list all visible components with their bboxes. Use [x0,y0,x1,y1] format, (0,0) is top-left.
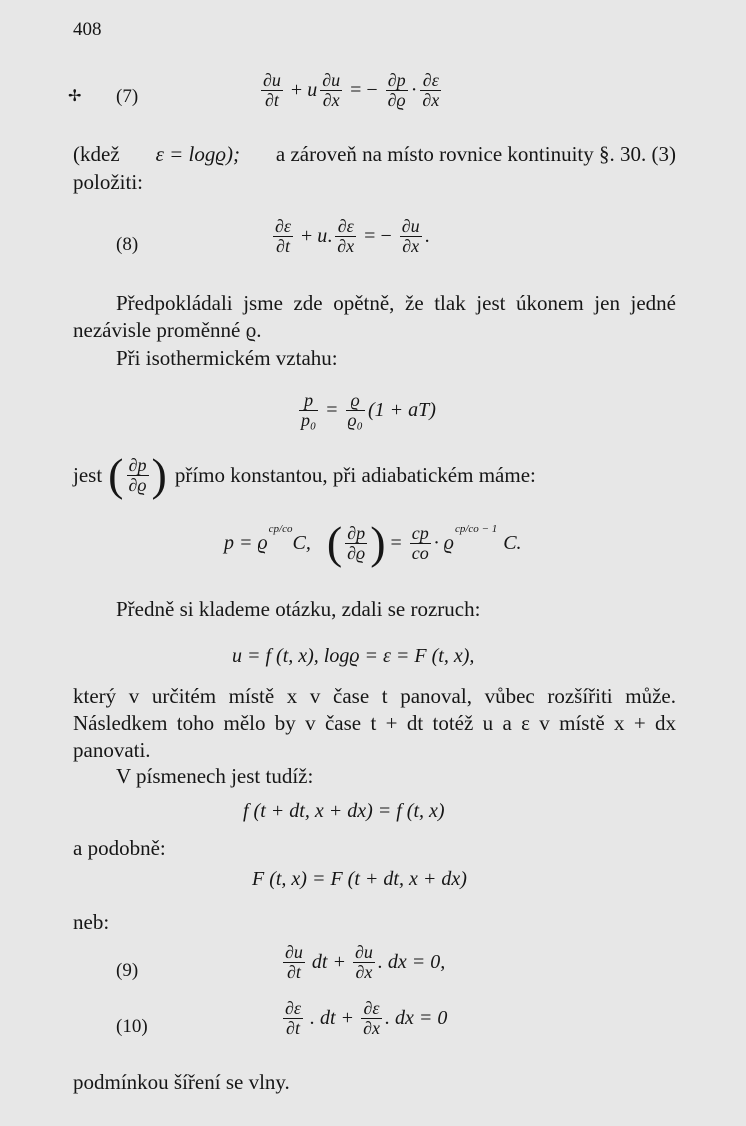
paragraph-2-line-1: Předpokládali jsme zde opětně, že tlak jest úkonem jen jedné [116,291,676,315]
equation-F: F (t, x) = F (t + dt, x + dx) [252,868,467,890]
equation-7: $\frac{\partial u}{\partial t}$ + u $\frac{\partial u}{\partial x}$ = − $\frac{\partial p}{\partial ϱ}$ · $\frac{\partial\varepsilon}{\partial x}$ [263,70,440,110]
equation-9: $\frac{\partial u}{\partial t}$ dt + $\frac{\partial u}{\partial x}$ . dx = 0, [285,942,446,982]
paragraph-1-line-2: položiti: [73,170,143,194]
equation-f: f (t + dt, x + dx) = f (t, x) [243,800,445,822]
paragraph-1-line-1: (kdež ε = logϱ); a zároveň na místo rovnice kontinuity §. 30. (3) [73,142,676,166]
final-line: podmínkou šíření se vlny. [73,1070,290,1094]
paragraph-5-line-1: který v určitém místě x v čase t panoval, vůbec rozšířiti může. [73,684,676,708]
equation-8: $\frac{\partial\varepsilon}{\partial t}$ + u . $\frac{\partial\varepsilon}{\partial x}$ = − $\frac{\partial u}{\partial x}$ . [275,216,430,256]
isothermal-equation: $\frac{p}{\text{p₀}}$ = $\frac{ϱ}{\text{ϱ₀}}$ (1 + aT) [301,390,436,430]
paragraph-4: Předně si klademe otázku, zdali se rozruch: [116,597,481,621]
adiabatic-equation: p = ϱ cp/co C, ( $\frac{\partial p}{\partial ϱ}$ ) = $\frac{cp}{co}$ · ϱ cp/co − 1 C. [224,517,522,568]
disturbance-equation: u = f (t, x), logϱ = ε = F (t, x), [232,645,475,667]
equation-8-number: (8) [116,234,139,255]
paragraph-5-line-3: panovati. [73,738,151,762]
paragraph-2-line-2: nezávisle proměnné ϱ. [73,318,262,342]
equation-10: $\frac{\partial\varepsilon}{\partial t}$ . dt + $\frac{\partial\varepsilon}{\partial x}$ . dx = 0 [285,998,448,1038]
paragraph-6: V písmenech jest tudíž: [116,764,314,788]
paragraph-3: Při isothermickém vztahu: [116,346,338,370]
jest-line: jest ( $\frac{\partial p}{\partial ϱ}$ ) přímo konstantou, při adiabatickém máme: [73,449,536,500]
margin-marker: ✢ [68,88,82,105]
equation-7-number: (7) [116,86,139,107]
equation-10-number: (10) [116,1016,148,1037]
a-podobne: a podobně: [73,836,166,860]
neb: neb: [73,910,110,934]
equation-9-number: (9) [116,960,139,981]
page-number: 408 [73,19,102,40]
paragraph-5-line-2: Následkem toho mělo by v čase t + dt totéž u a ε v místě x + dx [73,711,676,735]
